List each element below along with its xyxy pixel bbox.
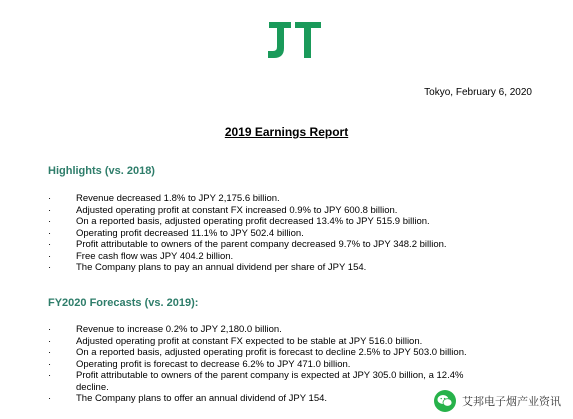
forecasts-list <box>48 324 467 405</box>
bullet-icon: · <box>48 358 52 370</box>
bullet-icon: · <box>48 227 52 239</box>
list-item-continuation: decline. <box>76 381 109 393</box>
jt-logo <box>265 18 323 60</box>
list-item: · Profit attributable to owners of the parent company decreased 9.7% to JPY 348.2 billion. <box>48 239 447 250</box>
bullet-icon: · <box>48 239 52 250</box>
report-title: 2019 Earnings Report <box>224 125 349 139</box>
bullet-icon: · <box>48 393 52 404</box>
list-item: · Adjusted operating profit at constant FX expected to be stable at JPY 516.0 billion. <box>48 335 423 347</box>
list-item: · The Company plans to pay an annual dividend per share of JPY 154. <box>48 262 367 273</box>
bullet-icon: · <box>48 324 52 335</box>
bullet-icon: · <box>48 250 52 262</box>
list-item: · Revenue decreased 1.8% to JPY 2,175.6 billion. <box>48 193 280 204</box>
watermark-text: 艾邦电子烟产业资讯 <box>462 395 561 408</box>
highlights-list <box>48 193 447 274</box>
list-item: · On a reported basis, adjusted operating profit decreased 13.4% to JPY 515.9 billion. <box>48 216 430 227</box>
bullet-icon: · <box>48 347 52 358</box>
watermark <box>432 389 567 413</box>
report-date: Tokyo, February 6, 2020 <box>424 87 532 98</box>
bullet-icon: · <box>48 370 52 381</box>
bullet-icon: · <box>48 193 52 204</box>
bullet-icon: · <box>48 335 52 347</box>
bullet-icon: · <box>48 204 52 216</box>
highlights-heading: Highlights (vs. 2018) <box>48 165 155 177</box>
list-item: · Operating profit decreased 11.1% to JPY 502.4 billion. <box>48 227 304 239</box>
list-item: · Adjusted operating profit at constant FX increased 0.9% to JPY 600.8 billion. <box>48 204 398 216</box>
list-item: · Revenue to increase 0.2% to JPY 2,180.0 billion. <box>48 324 282 335</box>
bullet-icon: · <box>48 216 52 227</box>
list-item: · The Company plans to offer an annual dividend of JPY 154. <box>48 393 328 404</box>
list-item: · Profit attributable to owners of the parent company is expected at JPY 305.0 billion, a 12.4% <box>48 370 464 381</box>
list-item: · On a reported basis, adjusted operating profit is forecast to decline 2.5% to JPY 503.0 billion. <box>48 347 467 358</box>
bullet-icon: · <box>48 262 52 273</box>
forecasts-heading: FY2020 Forecasts (vs. 2019): <box>48 297 199 309</box>
list-item: · Free cash flow was JPY 404.2 billion. <box>48 250 234 262</box>
list-item: · Operating profit is forecast to decrease 6.2% to JPY 471.0 billion. <box>48 358 351 370</box>
wechat-icon <box>434 390 456 412</box>
